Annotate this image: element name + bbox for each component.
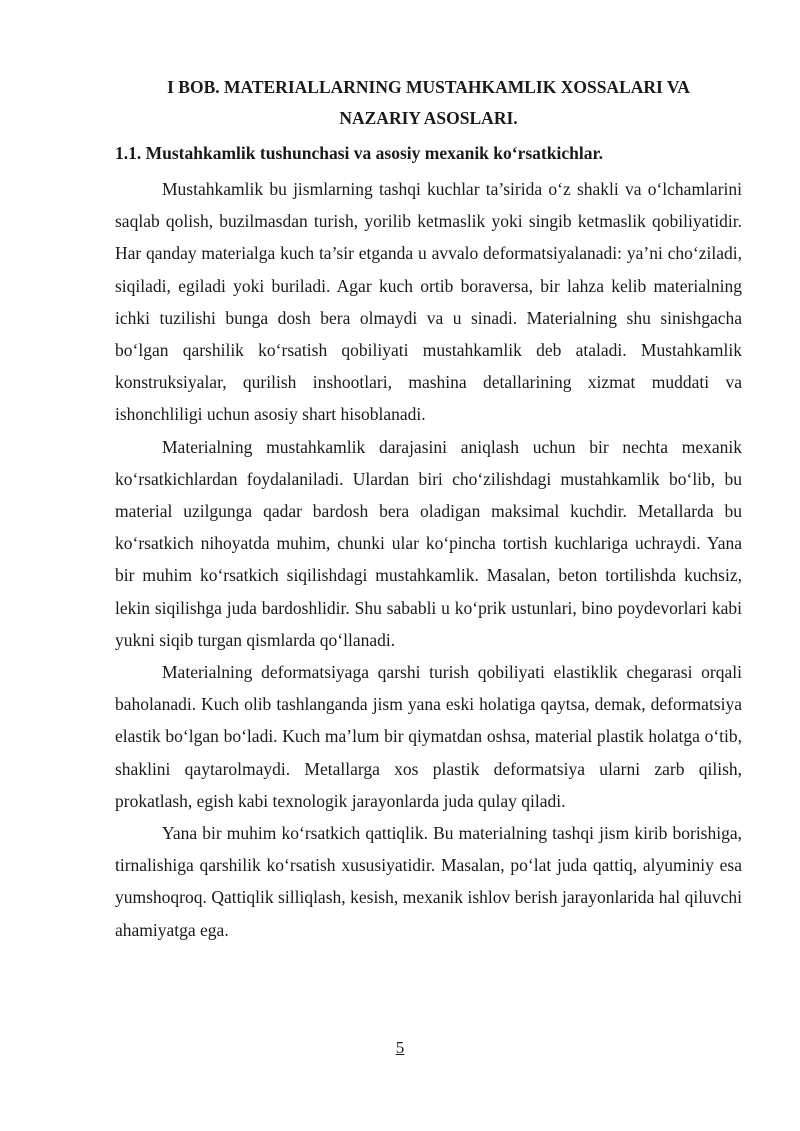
chapter-title-line2: NAZARIY ASOSLARI.: [339, 108, 518, 128]
paragraph-1: Mustahkamlik bu jismlarning tashqi kuchlar ta’sirida o‘z shakli va o‘lchamlarini saqlab qolish, buzilmasdan turish, yorilib ketmaslik yoki singib ketmaslik qobiliyatidir. Har qanday materialga kuch ta’sir etganda u avvalo deformatsiyalanadi: ya’ni cho‘ziladi, siqiladi, egiladi yoki buriladi. Agar kuch ortib boraversa, bir lahza kelib materialning ichki tuzilishi bunga dosh bera olmaydi va u sinadi. Materialning shu sinishgacha bo‘lgan qarshilik ko‘rsatish qobiliyati mustahkamlik deb ataladi. Mustahkamlik konstruksiyalar, qurilish inshootlari, mashina detallarining xizmat muddati va ishonchliligi uchun asosiy shart hisoblanadi.: [115, 179, 742, 425]
chapter-title: [115, 72, 742, 134]
paragraph-2: Materialning mustahkamlik darajasini aniqlash uchun bir nechta mexanik ko‘rsatkichlardan foydalaniladi. Ulardan biri cho‘zilishdagi mustahkamlik bo‘lib, bu material uzilgunga qadar bardosh bera oladigan maksimal kuchdir. Metallarda bu ko‘rsatkich nihoyatda muhim, chunki ular ko‘pincha tortish kuchlariga uchraydi. Yana bir muhim ko‘rsatkich siqilishdagi mustahkamlik. Masalan, beton tortilishda kuchsiz, lekin siqilishga juda bardoshlidir. Shu sababli u ko‘prik ustunlari, bino poydevorlari kabi yukni siqib turgan qismlarda qo‘llanadi.: [115, 436, 742, 650]
paragraph-4: Yana bir muhim ko‘rsatkich qattiqlik. Bu materialning tashqi jism kirib borishiga, tirnalishiga qarshilik ko‘rsatish xususiyatidir. Masalan, po‘lat juda qattiq, alyuminiy esa yumshoqroq. Qattiqlik silliqlash, kesish, mexanik ishlov berish jarayonlarida hal qiluvchi ahamiyatga ega.: [115, 823, 742, 940]
section-title: 1.1. Mustahkamlik tushunchasi va asosiy mexanik ko‘rsatkichlar.: [115, 143, 603, 163]
paragraph-3: Materialning deformatsiyaga qarshi turish qobiliyati elastiklik chegarasi orqali baholanadi. Kuch olib tashlanganda jism yana eski holatiga qaytsa, demak, deformatsiya elastik bo‘lgan bo‘ladi. Kuch ma’lum bir qiymatdan oshsa, material plastik holatga o‘tib, shaklini qaytarolmaydi. Metallarga xos plastik deformatsiya ularni zarb qilish, prokatlash, egish kabi texnologik jarayonlarda juda qulay qiladi.: [115, 662, 742, 811]
chapter-title-line1: I BOB. MATERIALLARNING MUSTAHKAMLIK XOSSALARI VA: [167, 77, 690, 97]
document-page: [115, 72, 742, 946]
page-number: 5: [395, 1038, 405, 1057]
